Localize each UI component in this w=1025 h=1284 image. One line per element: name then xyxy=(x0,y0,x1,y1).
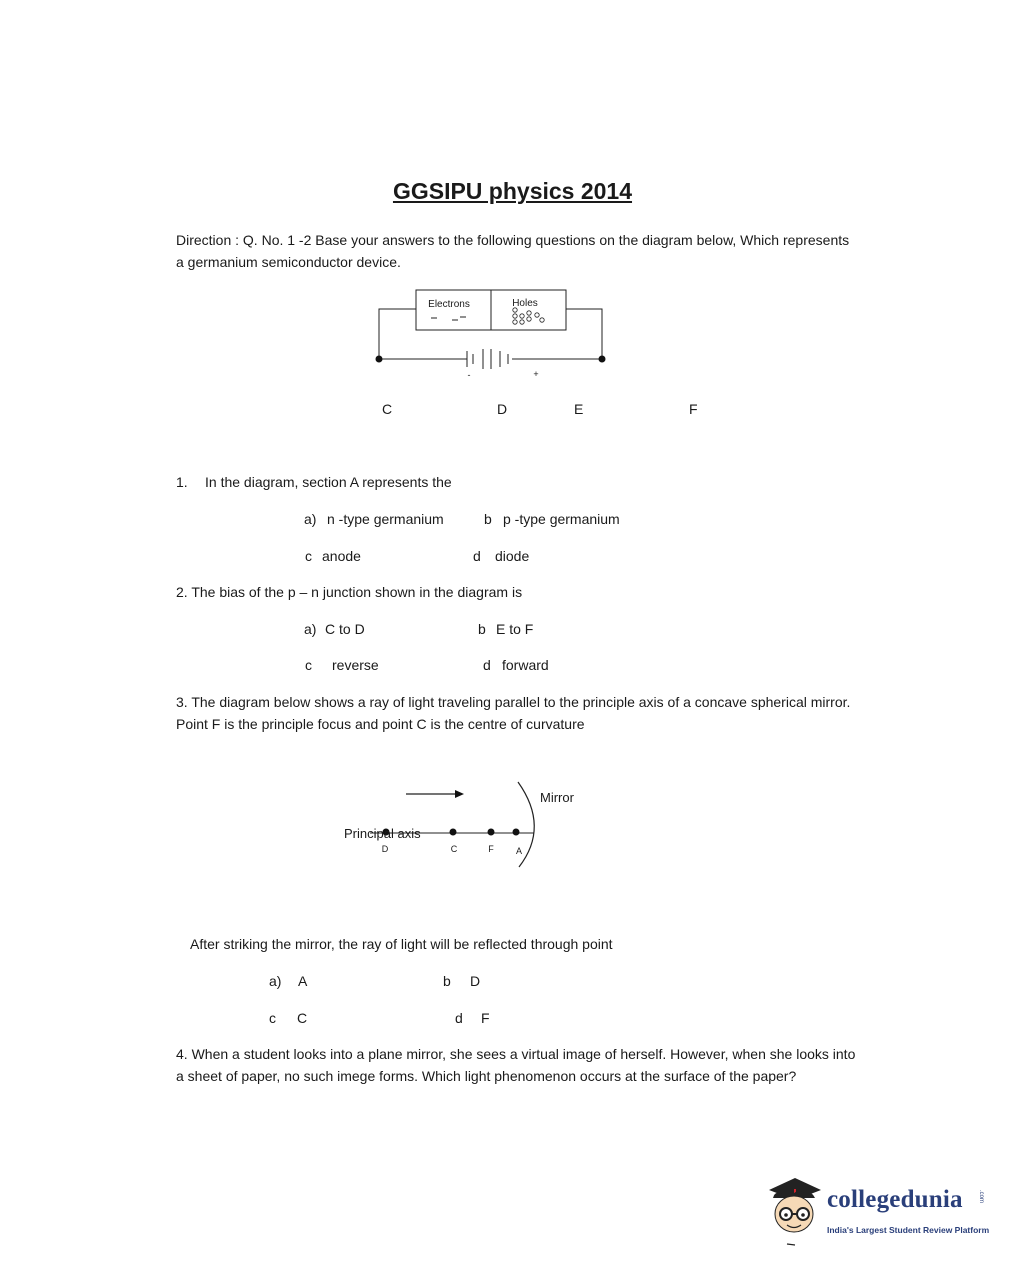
mascot-icon xyxy=(765,1172,825,1252)
question-1-text: In the diagram, section A represents the xyxy=(205,474,452,490)
page-title: GGSIPU physics 2014 xyxy=(392,178,633,204)
q2-option-b-text: E to F xyxy=(496,621,534,637)
terminal-left xyxy=(376,356,383,363)
minus-sign: - xyxy=(467,370,471,380)
q1-option-d-letter: d xyxy=(473,548,481,564)
q1-option-c-text: anode xyxy=(322,548,361,564)
point-label-f: F xyxy=(689,401,698,417)
direction-text: Direction : Q. No. 1 -2 Base your answers to the following questions on the diagram below, Which represents a germanium semiconductor device. xyxy=(176,232,850,270)
semiconductor-diagram xyxy=(360,283,620,383)
point-f-dot xyxy=(488,829,495,836)
question-2-text: 2. The bias of the p – n junction shown in the diagram is xyxy=(176,584,523,600)
q2-option-d-text: forward xyxy=(502,657,549,673)
question-3-followup: After striking the mirror, the ray of light will be reflected through point xyxy=(190,936,613,952)
plus-sign: + xyxy=(533,369,539,379)
q3-option-d-text: F xyxy=(481,1010,490,1026)
question-3-text: 3. The diagram below shows a ray of light traveling parallel to the principle axis of a concave spherical mirror. Point F is the principle focus and point C is the centre of curvature xyxy=(176,694,851,732)
q2-option-d-letter: d xyxy=(483,657,491,673)
point-label-c: C xyxy=(382,401,393,417)
q2-option-b-letter: b xyxy=(478,621,486,637)
q3-option-c-letter: c xyxy=(269,1010,276,1026)
mirror-point-d: D xyxy=(381,844,389,854)
mirror-diagram xyxy=(330,775,600,875)
point-a-dot xyxy=(513,829,520,836)
q3-option-a-letter: a) xyxy=(269,973,282,989)
q1-option-c-letter: c xyxy=(305,548,312,564)
collegedunia-logo xyxy=(765,1172,995,1252)
q1-option-a-text: n -type germanium xyxy=(327,511,444,527)
terminal-right xyxy=(599,356,606,363)
axis-label: Principal axis xyxy=(344,826,421,841)
q1-option-d-text: diode xyxy=(495,548,530,564)
question-4-text: 4. When a student looks into a plane mirror, she sees a virtual image of herself. However, when she looks into a sheet of paper, no such imege forms. Which light phenomenon occurs at the surface of the paper? xyxy=(176,1046,856,1084)
q2-option-a-letter: a) xyxy=(304,621,317,637)
point-label-d: D xyxy=(497,401,508,417)
holes-label: Holes xyxy=(512,298,538,309)
q3-option-a-text: A xyxy=(298,973,308,989)
electrons-label: Electrons xyxy=(428,299,470,310)
q1-option-b-letter: b xyxy=(484,511,492,527)
q1-option-a-letter: a) xyxy=(304,511,317,527)
logo-suffix: .com xyxy=(978,1190,984,1204)
holes-marks xyxy=(513,308,544,324)
q1-option-b-text: p -type germanium xyxy=(503,511,620,527)
electrons-marks xyxy=(431,317,466,320)
q2-option-c-letter: c xyxy=(305,657,312,673)
ray-arrow-icon xyxy=(455,790,464,798)
logo-name: collegedunia xyxy=(827,1186,963,1213)
q3-option-c-text: C xyxy=(297,1010,308,1026)
question-1-number: 1. xyxy=(176,474,188,490)
point-label-e: E xyxy=(574,401,584,417)
logo-tagline: India's Largest Student Review Platform xyxy=(827,1225,990,1235)
battery-icon xyxy=(467,349,508,369)
mirror-point-c: C xyxy=(450,844,458,854)
q2-option-c-text: reverse xyxy=(332,657,379,673)
q2-option-a-text: C to D xyxy=(325,621,365,637)
q3-option-b-letter: b xyxy=(443,973,451,989)
mirror-point-a: A xyxy=(515,846,523,856)
q3-option-d-letter: d xyxy=(455,1010,463,1026)
point-c-dot xyxy=(450,829,457,836)
mirror-point-f: F xyxy=(488,844,494,854)
q3-option-b-text: D xyxy=(470,973,481,989)
mirror-label: Mirror xyxy=(540,790,574,805)
